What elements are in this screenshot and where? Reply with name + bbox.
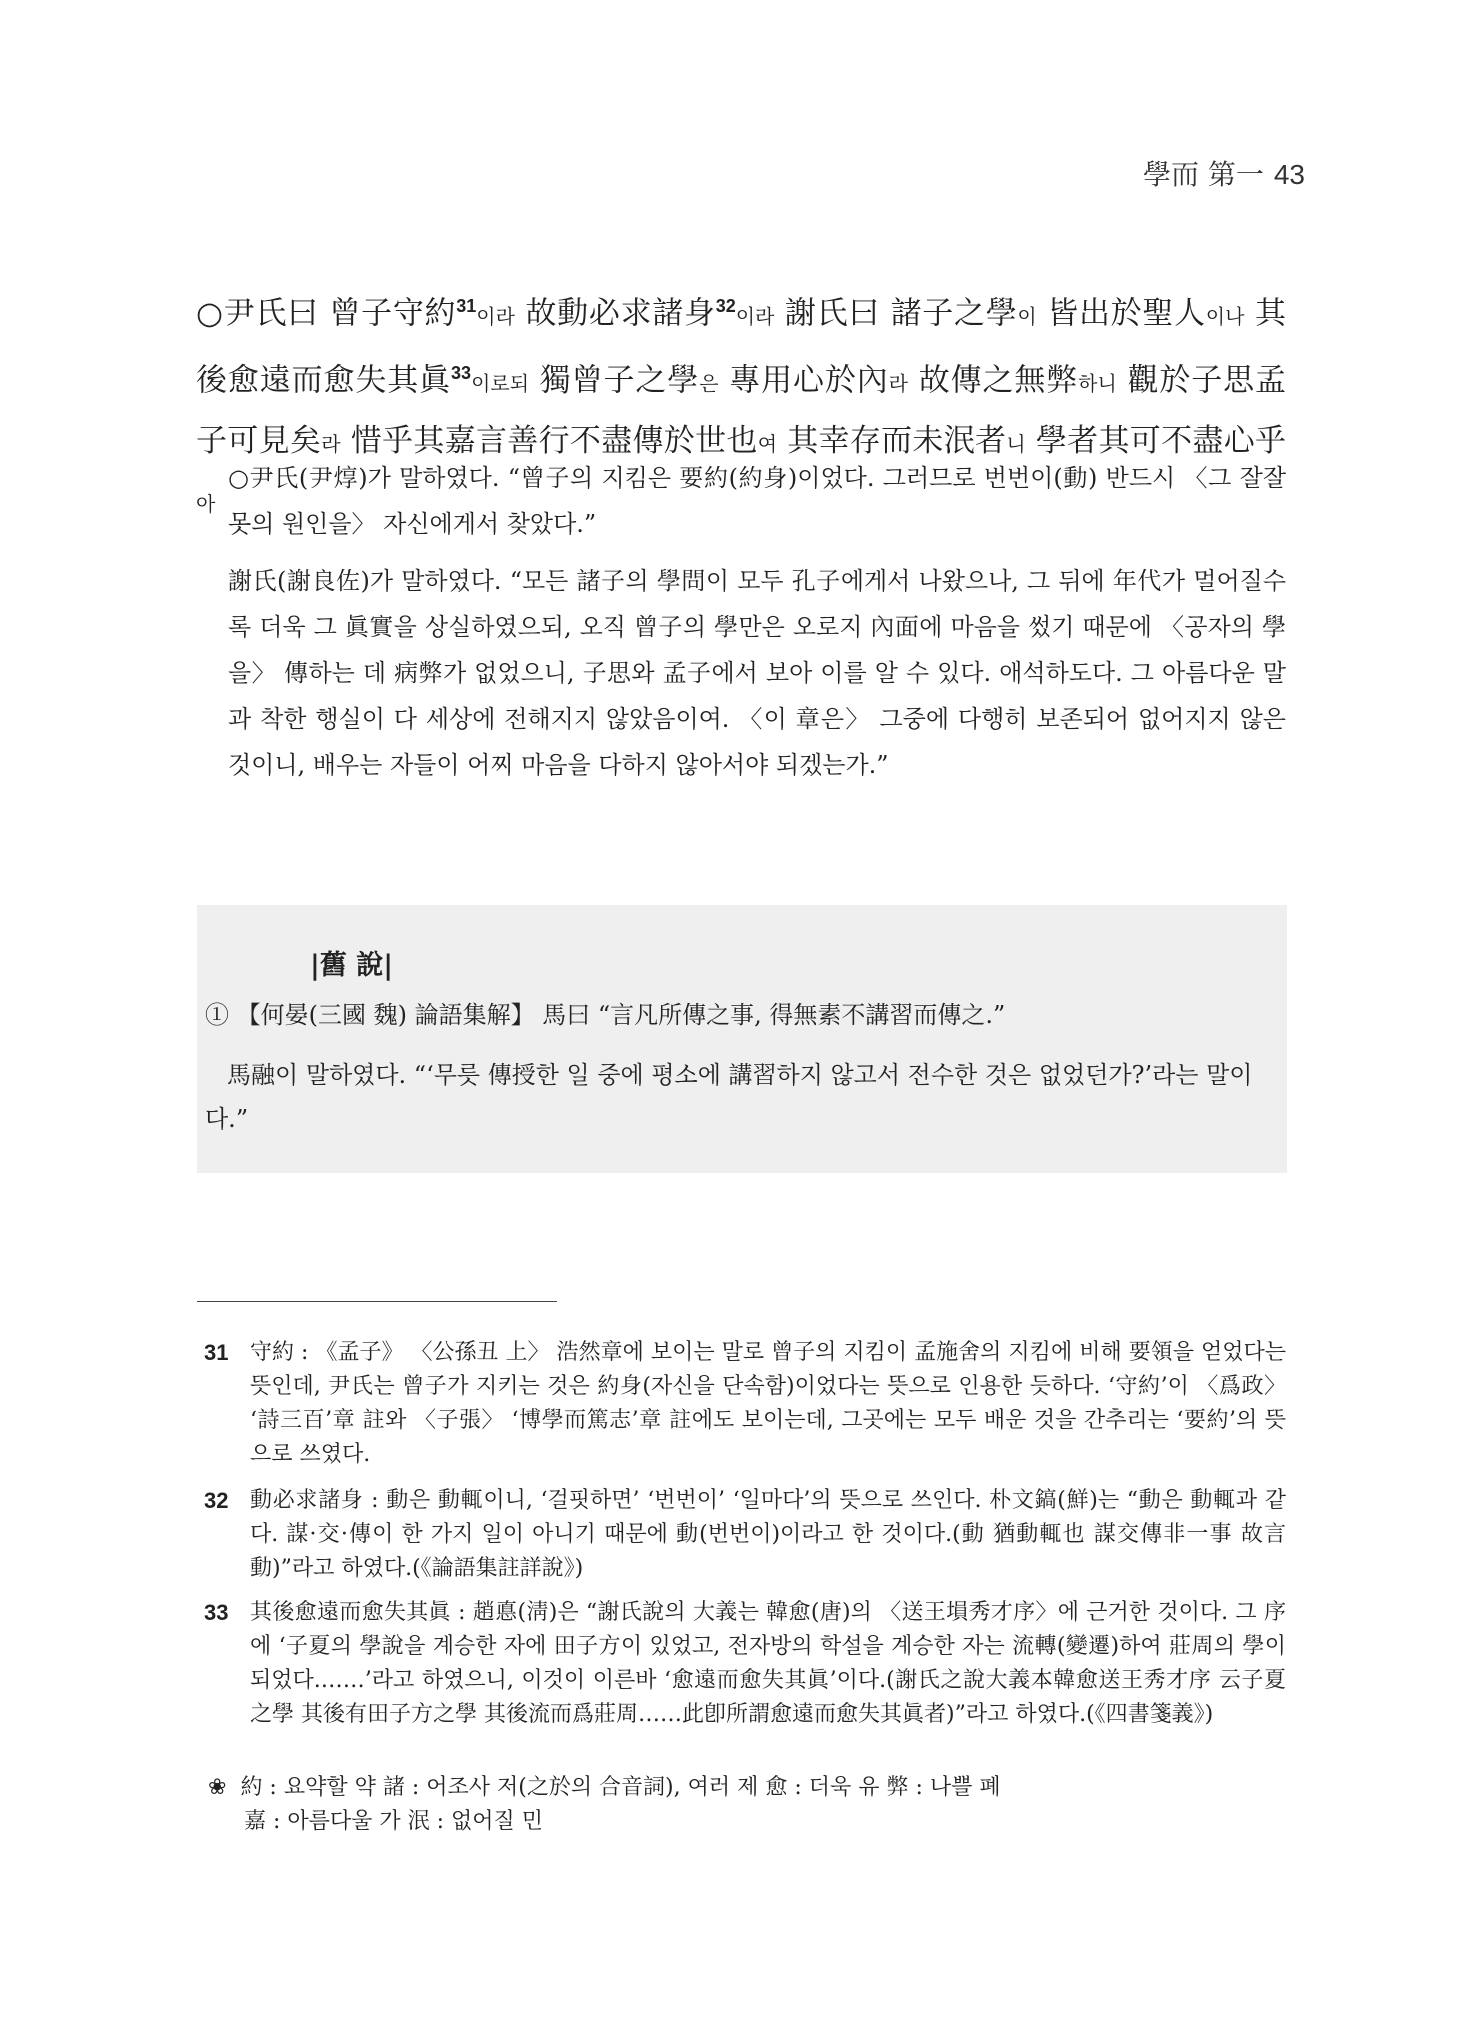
translation-paragraph-1: ○尹氏(尹焞)가 말하였다. “曾子의 지킴은 要約(約身)이었다. 그러므로 번번이(動) 반드시 〈그 잘잘못의 원인을〉 자신에게서 찾았다.”: [228, 464, 1286, 538]
footnote-ref: 32: [715, 296, 736, 316]
grammar-particle: 라: [321, 431, 341, 456]
classical-text: 其後愈遠而愈失其眞: [196, 295, 1286, 399]
footnote-number: 33: [204, 1600, 229, 1625]
grammar-particle: 이라: [735, 304, 775, 329]
old-commentary-title: |舊 說|: [310, 950, 394, 981]
classical-text: 觀於子思孟子可見矣: [196, 362, 1287, 459]
classical-text: 謝氏曰 諸子之學: [774, 295, 1018, 332]
running-header: [1143, 153, 1305, 193]
grammar-particle: 은: [699, 371, 719, 396]
footnote-text: 守約 : 《孟子》 〈公孫丑 上〉 浩然章에 보이는 말로 曾子의 지킴이 孟施舍의 지킴에 비해 要領을 얻었다는 뜻인데, 尹氏는 曾子가 지키는 것은 約身(자신을 단속함)이었다는 뜻으로 인용한 듯하다. ‘守約’이 〈爲政〉 ‘詩三百’章 註와 〈子張〉 ‘博學而篤志’章 註에도 보이는데, 그곳에는 모두 배운 것을 간추리는 ‘要約’의 뜻으로 쓰였다.: [250, 1340, 1286, 1467]
old-commentary-box: [197, 905, 1287, 1173]
classical-text: 故動必求諸身: [514, 295, 716, 332]
grammar-particle: 하니: [1078, 371, 1117, 396]
chapter-title: 學而 第一: [1142, 158, 1264, 191]
grammar-particle: 라: [888, 371, 908, 396]
grammar-particle: 여: [757, 431, 778, 456]
page-number: 43: [1273, 159, 1305, 190]
vocab-line-2: [208, 1805, 1286, 1839]
classical-text: 皆出於聖人: [1036, 295, 1206, 332]
classical-text: 獨曾子之學: [529, 362, 700, 399]
classical-text: 惜乎其嘉言善行不盡傳於世也: [340, 422, 758, 459]
footnote-text: 其後愈遠而愈失其眞 : 趙悳(淸)은 “謝氏說의 大義는 韓愈(唐)의 〈送王塤秀才序〉에 근거한 것이다. 그 序에 ‘子夏의 學說을 계승한 자에 田子方이 있었고, 전자방의 학설을 계승한 자는 流轉(變遷)하여 莊周의 學이 되었다.……’라고 하였으니, 이것이 이른바 ‘愈遠而愈失其眞’이다.(謝氏之說大義本韓愈送王秀才序 云子夏之學 其後有田子方之學 其後流而爲莊周……此卽所謂愈遠而愈失其眞者)”라고 하였다.(《四書箋義》): [250, 1600, 1286, 1727]
footnote-number: 32: [204, 1488, 229, 1513]
grammar-particle: 이라: [476, 304, 515, 329]
classical-text: 學者其可不盡心乎: [1025, 422, 1286, 459]
grammar-particle: 이로되: [471, 371, 530, 396]
vocab-line-1: [208, 1771, 1286, 1805]
grammar-particle: 니: [1006, 431, 1026, 456]
translation-paragraph-2: 謝氏(謝良佐)가 말하였다. “모든 諸子의 學問이 모두 孔子에게서 나왔으나, 그 뒤에 年代가 멀어질수록 더욱 그 眞實을 상실하였으되, 오직 曾子의 學만은 오로지 內面에 마음을 썼기 때문에 〈공자의 學을〉 傳하는 데 病弊가 없었으니, 子思와 孟子에서 보아 이를 알 수 있다. 애석하도다. 그 아름다운 말과 착한 행실이 다 세상에 전해지지 않았음이여. 〈이 章은〉 그중에 다행히 보존되어 없어지지 않은 것이니, 배우는 자들이 어찌 마음을 다하지 않아서야 되겠는가.”: [228, 567, 1286, 779]
footnote-31: [204, 1336, 1286, 1472]
footnote-text: 動必求諸身 : 動은 動輒이니, ‘걸핏하면’ ‘번번이’ ‘일마다’의 뜻으로 쓰인다. 朴文鎬(鮮)는 “動은 動輒과 같다. 謀·交·傳이 한 가지 일이 아니기 때문에 動(번번이)이라고 한 것이다.(動 猶動輒也 謀交傳非一事 故言動)”라고 하였다.(《論語集註詳說》): [250, 1488, 1286, 1581]
footnote-divider: [197, 1301, 557, 1302]
footnote-ref: 31: [456, 296, 477, 316]
footnote-33: [204, 1596, 1286, 1732]
grammar-particle: 아: [196, 491, 216, 516]
vocab-text: 嘉 : 아름다울 가 泯 : 없어질 민: [244, 1809, 544, 1834]
footnote-ref: 33: [451, 363, 472, 384]
vocab-text: 約 : 요약할 약 諸 : 어조사 저(之於의 合音詞), 여러 제 愈 : 더욱 유 弊 : 나쁠 폐: [240, 1775, 1001, 1800]
grammar-particle: 이나: [1205, 304, 1245, 329]
vocabulary-notes: [208, 1771, 1286, 1839]
footnote-number: 31: [204, 1340, 229, 1365]
commentary-source-line: ① 【何晏(三國 魏) 論語集解】 馬曰 “言凡所傳之事, 得無素不講習而傳之.”: [205, 1001, 1006, 1029]
classical-text: 專用心於內: [718, 362, 889, 399]
commentary-translation: 馬融이 말하였다. “‘무릇 傳授한 일 중에 평소에 講習하지 않고서 전수한 것은 없었던가?’라는 말이다.”: [205, 1061, 1253, 1133]
classical-text: 其幸存而未泯者: [777, 422, 1007, 459]
classical-text: 故傳之無弊: [907, 362, 1079, 399]
grammar-particle: 이: [1017, 304, 1037, 329]
footnote-32: [204, 1484, 1286, 1586]
classical-text: ○尹氏曰 曾子守約: [196, 295, 457, 332]
flower-bullet-icon: ❀: [208, 1775, 227, 1800]
